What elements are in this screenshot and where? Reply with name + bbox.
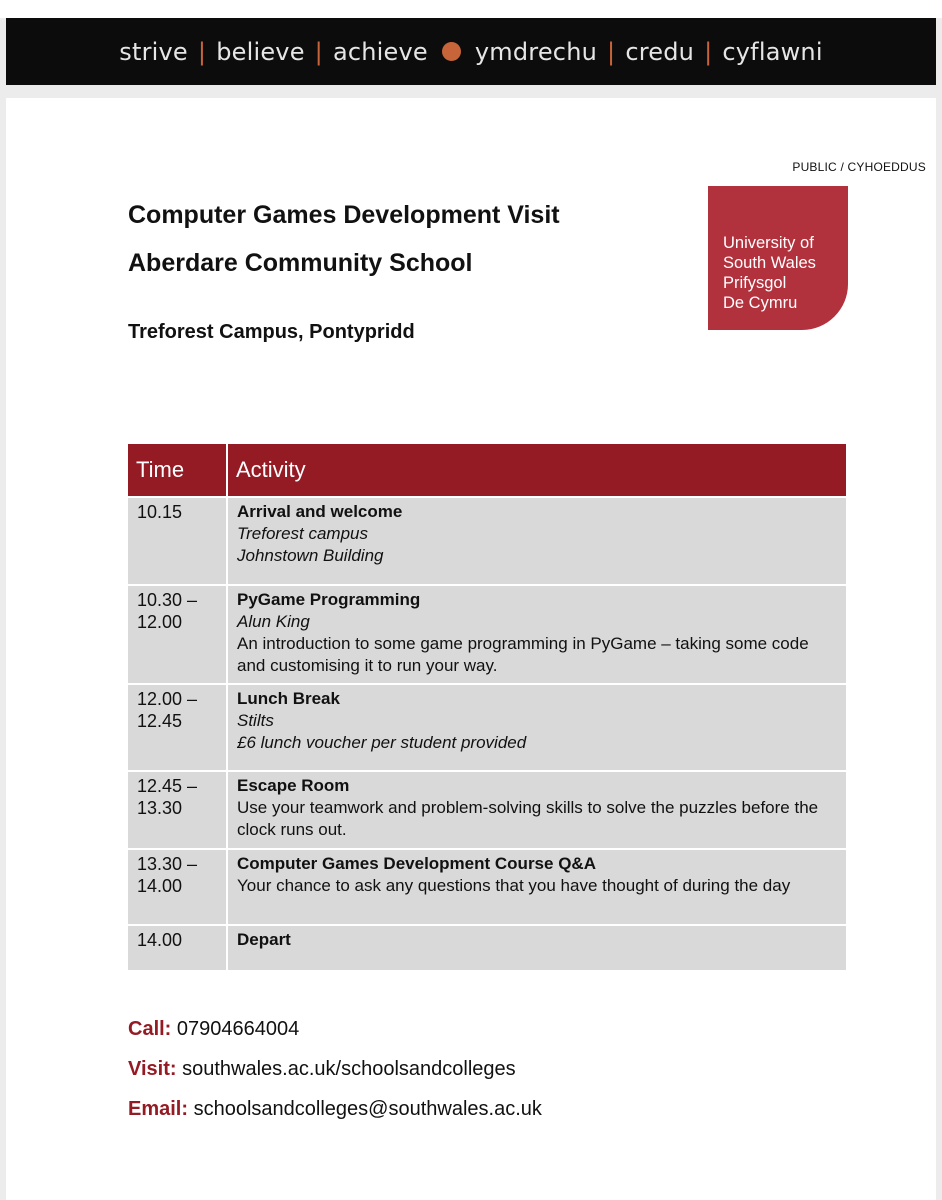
schedule-table (128, 444, 846, 970)
time-start: 14.00 (137, 930, 183, 950)
document-page (6, 98, 936, 1200)
university-logo (708, 186, 848, 330)
time-start: 10.30 – (137, 590, 198, 610)
activity-title: Depart (237, 930, 291, 949)
time-start: 12.00 – (137, 689, 198, 709)
table-row (128, 925, 846, 970)
activity-cell (227, 585, 846, 684)
page-title: Computer Games Development Visit (128, 201, 560, 229)
motto-word: achieve (332, 37, 428, 66)
activity-title: Arrival and welcome (237, 502, 403, 521)
top-margin (0, 0, 942, 18)
activity-column-header: Activity (227, 444, 846, 497)
activity-description: Your chance to ask any questions that you have thought of during the day (237, 876, 791, 895)
motto-word: believe (216, 37, 305, 66)
activity-cell (227, 925, 846, 970)
motto-separator: | (704, 37, 713, 66)
classification-label: PUBLIC / CYHOEDDUS (792, 160, 926, 174)
contact-call (128, 1018, 299, 1041)
table-row (128, 585, 846, 684)
motto-word: cyflawni (722, 37, 823, 66)
motto-word: ymdrechu (474, 37, 598, 66)
activity-cell (227, 684, 846, 771)
campus-location: Treforest Campus, Pontypridd (128, 321, 415, 343)
activity-cell (227, 849, 846, 925)
table-header-row (128, 444, 846, 497)
activity-cell (227, 497, 846, 585)
email-label: Email: (128, 1098, 189, 1120)
time-start: 12.45 – (137, 776, 198, 796)
motto-dot-icon (442, 42, 461, 61)
call-phone-link[interactable]: 07904664004 (176, 1018, 300, 1040)
activity-presenter: Alun King (237, 612, 310, 631)
activity-title: Escape Room (237, 776, 350, 795)
activity-detail: £6 lunch voucher per student provided (237, 733, 527, 752)
time-cell (128, 684, 227, 771)
page-subtitle: Aberdare Community School (128, 249, 473, 277)
contact-email (128, 1098, 542, 1121)
table-row (128, 771, 846, 849)
motto-separator: | (607, 37, 616, 66)
table-row (128, 684, 846, 771)
time-cell (128, 585, 227, 684)
logo-line: South Wales (723, 254, 816, 272)
activity-title: Computer Games Development Course Q&A (237, 854, 596, 873)
time-cell (128, 771, 227, 849)
table-row (128, 497, 846, 585)
activity-detail: Johnstown Building (237, 546, 384, 565)
motto-word: strive (119, 37, 188, 66)
table-row (128, 849, 846, 925)
activity-description: An introduction to some game programming in PyGame – taking some code and customising it to run your way. (237, 634, 809, 675)
email-address-link[interactable]: schoolsandcolleges@southwales.ac.uk (193, 1098, 542, 1120)
time-cell (128, 925, 227, 970)
time-cell (128, 849, 227, 925)
activity-description: Use your teamwork and problem-solving skills to solve the puzzles before the clock runs out. (237, 798, 819, 839)
visit-website-link[interactable]: southwales.ac.uk/schoolsandcolleges (182, 1058, 516, 1080)
logo-line: University of (723, 234, 814, 252)
time-end: 12.45 (137, 711, 183, 731)
activity-title: PyGame Programming (237, 590, 421, 609)
motto-banner (6, 18, 936, 85)
time-column-header: Time (128, 444, 227, 497)
motto-separator: | (197, 37, 207, 66)
motto-separator: | (314, 37, 323, 66)
time-cell (128, 497, 227, 585)
activity-cell (227, 771, 846, 849)
time-end: 12.00 (137, 612, 183, 632)
visit-label: Visit: (128, 1058, 177, 1080)
time-end: 14.00 (137, 876, 183, 896)
activity-title: Lunch Break (237, 689, 340, 708)
time-end: 13.30 (137, 798, 183, 818)
logo-line: Prifysgol (723, 274, 787, 292)
motto-word: credu (625, 37, 695, 66)
call-label: Call: (128, 1018, 172, 1040)
contact-visit (128, 1058, 516, 1081)
activity-detail: Stilts (237, 711, 274, 730)
logo-line: De Cymru (723, 294, 798, 312)
time-start: 10.15 (137, 502, 183, 522)
time-start: 13.30 – (137, 854, 198, 874)
activity-detail: Treforest campus (237, 524, 369, 543)
